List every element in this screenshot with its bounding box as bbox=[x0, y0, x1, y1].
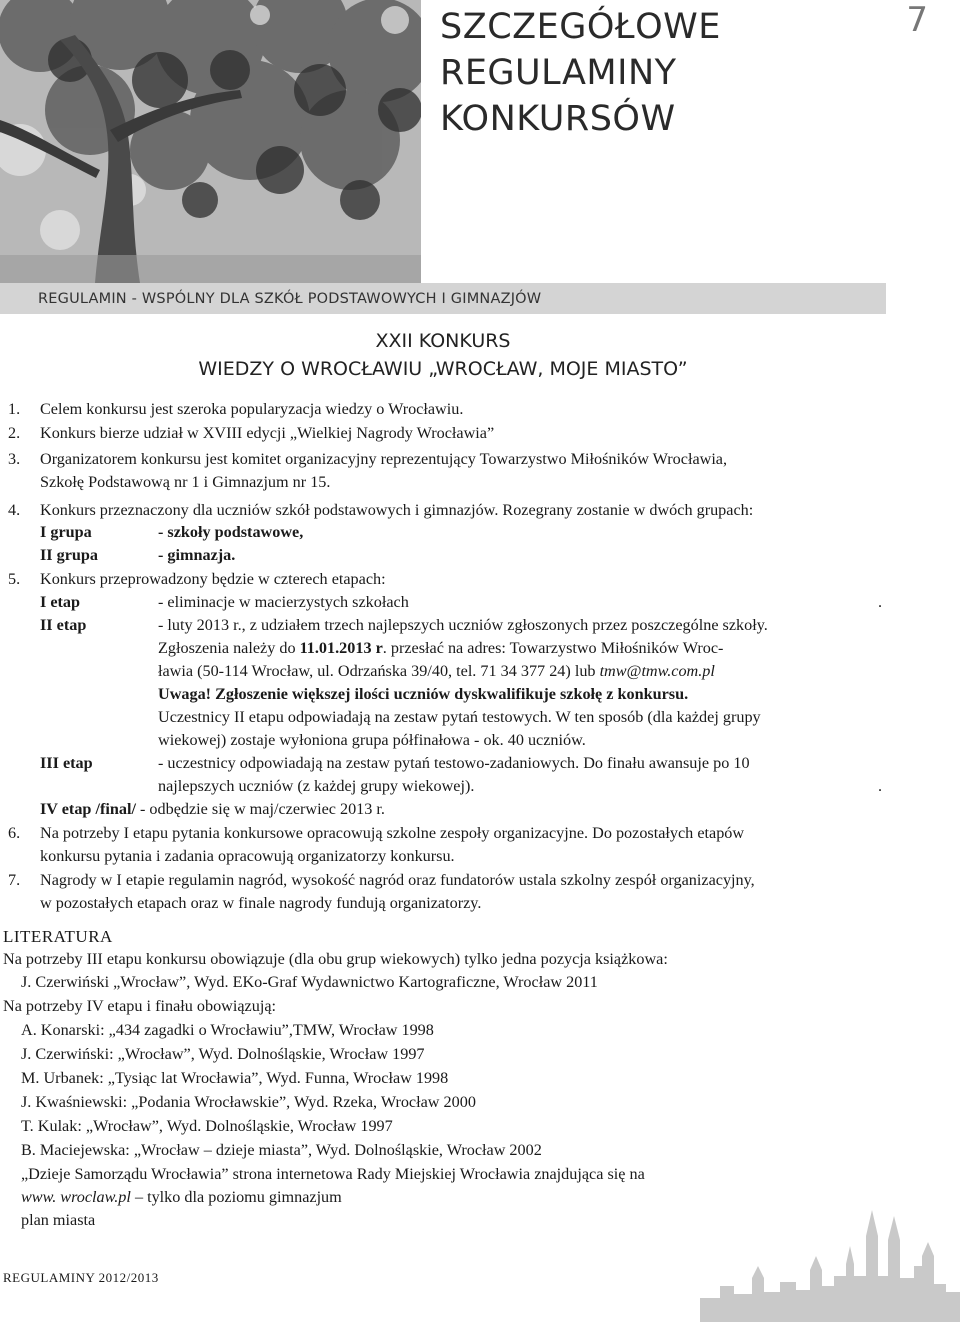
literature-intro-stage-3: Na potrzeby III etapu konkursu obowiązuje (dla obu grup wiekowych) tylko jedna pozycja książkowa: bbox=[3, 950, 668, 968]
contest-heading-1: XXII KONKURS bbox=[375, 330, 511, 352]
rule-number: 5. bbox=[8, 570, 21, 588]
literature-item: „Dzieje Samorządu Wrocławia” strona internetowa Rady Miejskiej Wrocławia znajdująca się na bbox=[21, 1165, 645, 1183]
stage-2-email-link[interactable]: tmw@tmw.com.pl bbox=[599, 662, 715, 680]
stage-2-date: - luty 2013 r. bbox=[158, 616, 242, 634]
rule-number: 1. bbox=[8, 400, 21, 418]
stage-3-label: III etap bbox=[40, 754, 93, 772]
stage-2-desc: , z udziałem trzech najlepszych uczniów zgłoszonych przez poszczególne szkoły. bbox=[241, 616, 768, 634]
group-2-text: - gimnazja. bbox=[158, 546, 236, 564]
stage-2-address-start: . przesłać na adres: Towarzystwo Miłośników Wroc- bbox=[382, 639, 724, 657]
rule-text: Na potrzeby I etapu pytania konkursowe opracowują szkolne zespoły organizacyjne. Do pozostałych etapów bbox=[40, 824, 745, 842]
literature-item: M. Urbanek: „Tysiąc lat Wrocławia”, Wyd. Funna, Wrocław 1998 bbox=[21, 1069, 449, 1087]
stage-3-line-2: najlepszych uczniów (z każdej grupy wiekowej). bbox=[158, 777, 475, 795]
stage-2-line-5: Uczestnicy II etapu odpowiadają na zestaw pytań testowych. W ten sposób (dla każdej grupy bbox=[158, 708, 761, 726]
rule-number: 7. bbox=[8, 871, 21, 889]
stage-4-text: - odbędzie się w maj/czerwiec 2013 r. bbox=[135, 800, 385, 818]
group-2-label: II grupa bbox=[40, 546, 99, 564]
stage-4-label: IV etap /final/ bbox=[40, 800, 136, 818]
stage-1-dot: . bbox=[878, 593, 883, 611]
website-note: – tylko dla poziomu gimnazjum bbox=[130, 1188, 342, 1206]
rule-text: Organizatorem konkursu jest komitet organizacyjny reprezentujący Towarzystwo Miłośników Wrocławia, bbox=[40, 450, 728, 468]
rule-3-continued: Szkołę Podstawową nr 1 i Gimnazjum nr 15. bbox=[40, 473, 331, 491]
rule-number: 2. bbox=[8, 424, 21, 442]
stage-2-deadline-date: 11.01.2013 r bbox=[299, 639, 383, 657]
literature-heading: LITERATURA bbox=[3, 927, 113, 946]
literature-item: B. Maciejewska: „Wrocław – dzieje miasta”, Wyd. Dolnośląskie, Wrocław 2002 bbox=[21, 1141, 542, 1159]
title-line-2: REGULAMINY bbox=[440, 53, 677, 93]
group-1-text: - szkoły podstawowe, bbox=[158, 523, 304, 541]
rule-7-continued: w pozostałych etapach oraz w finale nagrody fundują organizatorzy. bbox=[40, 894, 482, 912]
literature-item: J. Kwaśniewski: „Podania Wrocławskie”, Wyd. Rzeka, Wrocław 2000 bbox=[21, 1093, 476, 1111]
stage-3-dot: . bbox=[878, 777, 883, 795]
city-skyline-graphic bbox=[700, 1206, 960, 1322]
literature-item: T. Kulak: „Wrocław”, Wyd. Dolnośląskie, Wrocław 1997 bbox=[21, 1117, 393, 1135]
stage-2-label: II etap bbox=[40, 616, 87, 634]
stage-4-line bbox=[40, 798, 385, 821]
literature-item: A. Konarski: „434 zagadki o Wrocławiu”,TMW, Wrocław 1998 bbox=[21, 1021, 434, 1039]
stage-1-text: - eliminacje w macierzystych szkołach bbox=[158, 593, 409, 611]
rule-text: Konkurs przeprowadzony będzie w czterech etapach: bbox=[40, 570, 386, 588]
literature-city-map: plan miasta bbox=[21, 1211, 96, 1229]
stage-2-address: ławia (50-114 Wrocław, ul. Odrzańska 39/40, tel. 71 34 377 24) lub bbox=[158, 662, 600, 680]
stage-3-text: - uczestnicy odpowiadają na zestaw pytań testowo-zadaniowych. Do finału awansuje po 10 bbox=[158, 754, 750, 772]
website-link[interactable]: www. wroclaw.pl bbox=[21, 1188, 131, 1206]
group-1-label: I grupa bbox=[40, 523, 92, 541]
stage-2-line-2 bbox=[158, 637, 723, 660]
rule-text: Celem konkursu jest szeroka popularyzacja wiedzy o Wrocławiu. bbox=[40, 400, 464, 418]
rule-number: 3. bbox=[8, 450, 21, 468]
stage-2-line-3 bbox=[158, 660, 715, 683]
rule-6-continued: konkursu pytania i zadania opracowują organizatorzy konkursu. bbox=[40, 847, 455, 865]
title-line-1: SZCZEGÓŁOWE bbox=[440, 7, 721, 47]
stage-1-label: I etap bbox=[40, 593, 81, 611]
rule-text: Konkurs bierze udział w XVIII edycji „Wielkiej Nagrody Wrocławia” bbox=[40, 424, 495, 442]
stage-2-deadline-label: Zgłoszenia należy do bbox=[158, 639, 300, 657]
header-tree-photo bbox=[0, 0, 421, 283]
literature-item: J. Czerwiński: „Wrocław”, Wyd. Dolnośląskie, Wrocław 1997 bbox=[21, 1045, 425, 1063]
rule-number: 4. bbox=[8, 501, 21, 519]
stage-2-warning: Uwaga! Zgłoszenie większej ilości uczniów dyskwalifikuje szkołę z konkursu. bbox=[158, 685, 689, 703]
page-title bbox=[440, 4, 860, 142]
stage-2-line-1 bbox=[158, 614, 768, 637]
rule-text: Konkurs przeznaczony dla uczniów szkół podstawowych i gimnazjów. Rozegrany zostanie w dwóch grupach: bbox=[40, 501, 754, 519]
literature-book-stage-3: J. Czerwiński „Wrocław”, Wyd. EKo-Graf Wydawnictwo Kartograficzne, Wrocław 2011 bbox=[21, 973, 598, 991]
section-band-text: REGULAMIN - WSPÓLNY DLA SZKÓŁ PODSTAWOWYCH I GIMNAZJÓW bbox=[38, 291, 542, 307]
literature-intro-stage-4: Na potrzeby IV etapu i finału obowiązują: bbox=[3, 997, 276, 1015]
title-line-3: KONKURSÓW bbox=[440, 99, 676, 139]
stage-2-line-6: wiekowej) zostaje wyłoniona grupa półfinałowa - ok. 40 uczniów. bbox=[158, 731, 586, 749]
rule-number: 6. bbox=[8, 824, 21, 842]
literature-web-line bbox=[21, 1186, 342, 1209]
page-number: 7 bbox=[906, 0, 928, 40]
section-band bbox=[0, 283, 886, 314]
contest-heading-2: WIEDZY O WROCŁAWIU „WROCŁAW, MOJE MIASTO” bbox=[198, 358, 688, 380]
footer-label: REGULAMINY 2012/2013 bbox=[3, 1270, 159, 1285]
rule-text: Nagrody w I etapie regulamin nagród, wysokość nagród oraz fundatorów ustala szkolny zespół organizacyjny, bbox=[40, 871, 755, 889]
